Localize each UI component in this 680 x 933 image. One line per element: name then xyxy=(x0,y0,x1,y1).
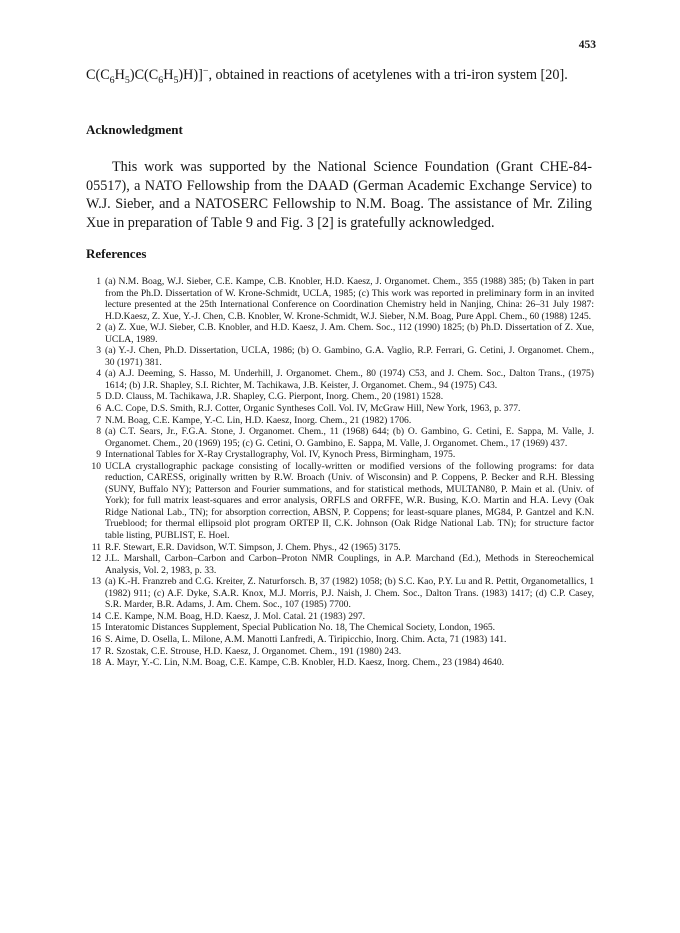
formula-part: H xyxy=(163,67,174,83)
reference-number: 5 xyxy=(96,391,101,403)
reference-number: 10 xyxy=(91,460,101,472)
reference-number: 17 xyxy=(91,645,101,657)
reference-number: 6 xyxy=(96,403,101,415)
reference-item xyxy=(86,553,594,576)
reference-item xyxy=(86,657,594,669)
page-number: 453 xyxy=(578,39,596,51)
reference-number: 12 xyxy=(91,553,101,565)
reference-text: S. Aime, D. Osella, L. Milone, A.M. Manotti Lanfredi, A. Tiripicchio, Inorg. Chim. Acta, 71 (1983) 141. xyxy=(105,633,507,645)
reference-item xyxy=(86,322,594,345)
reference-list xyxy=(86,276,594,669)
reference-text: A. Mayr, Y.-C. Lin, N.M. Boag, C.E. Kampe, C.B. Knobler, H.D. Kaesz, Inorg. Chem., 23 (1984) 4640. xyxy=(105,657,505,669)
reference-number: 4 xyxy=(96,368,101,380)
reference-item xyxy=(86,542,594,554)
reference-number: 9 xyxy=(96,449,101,461)
reference-number: 16 xyxy=(91,633,101,645)
reference-text: Interatomic Distances Supplement, Special Publication No. 18, The Chemical Society, London, 1965. xyxy=(105,622,496,634)
reference-text: (a) A.J. Deeming, S. Hasso, M. Underhill, J. Organomet. Chem., 80 (1974) C53, and J. Chem. Soc., Dalton Trans., (1975) 1614; (b) J.R. Shapley, S.I. Richter, M. Tachikawa, J.B. Keister, J. Organomet. Chem., 94 (1975) C43. xyxy=(105,368,594,391)
reference-item xyxy=(86,611,594,623)
reference-text: International Tables for X-Ray Crystallography, Vol. IV, Kynoch Press, Birmingham, 1975. xyxy=(105,449,456,461)
reference-text: N.M. Boag, C.E. Kampe, Y.-C. Lin, H.D. Kaesz, Inorg. Chem., 21 (1982) 1706. xyxy=(105,414,412,426)
formula-subscript: 5 xyxy=(124,74,130,86)
formula-subscript: 5 xyxy=(173,74,179,86)
reference-number: 2 xyxy=(96,322,101,334)
reference-number: 1 xyxy=(96,276,101,287)
reference-item xyxy=(86,634,594,646)
reference-item xyxy=(86,576,594,611)
formula-part: )C(C xyxy=(129,67,159,83)
reference-number: 3 xyxy=(96,345,101,357)
formula-part: )H)] xyxy=(178,67,203,83)
reference-number: 18 xyxy=(91,657,101,669)
formula-part: C(C xyxy=(86,67,110,83)
acknowledgment-text: This work was supported by the National Science Foundation (Grant CHE-84-05517), a NATO Fellowship from the DAAD (German Academic Exchange Service) to W.J. Sieber, and a NATOSERC Fellowship to N.M. Boag. The assistance of Mr. Ziling Xue in preparation of Table 9 and Fig. 3 [2] is gratefully acknowledged. xyxy=(86,159,592,231)
reference-item xyxy=(86,449,594,461)
formula-subscript: 6 xyxy=(158,74,164,86)
reference-number: 14 xyxy=(91,610,101,622)
reference-text: (a) Z. Xue, W.J. Sieber, C.B. Knobler, and H.D. Kaesz, J. Am. Chem. Soc., 112 (1990) 1825; (b) Ph.D. Dissertation of Z. Xue, UCLA, 1989. xyxy=(105,322,594,345)
reference-number: 7 xyxy=(96,414,101,426)
reference-number: 15 xyxy=(91,622,101,634)
reference-text: R. Szostak, C.E. Strouse, H.D. Kaesz, J. Organomet. Chem., 191 (1980) 243. xyxy=(105,645,402,657)
reference-item xyxy=(86,276,594,322)
reference-text: (a) C.T. Sears, Jr., F.G.A. Stone, J. Organomet. Chem., 11 (1968) 644; (b) O. Gambino, G. Cetini, E. Sappa, M. Valle, J. Organomet. Chem., 20 (1969) 195; (c) G. Cetini, O. Gambino, E. Sappa, M. Valle, J. Organomet. Chem., 17 (1969) 437. xyxy=(105,426,594,449)
reference-text: A.C. Cope, D.S. Smith, R.J. Cotter, Organic Syntheses Coll. Vol. IV, McGraw Hill, New York, 1963, p. 377. xyxy=(105,403,521,415)
reference-item xyxy=(86,426,594,449)
reference-text: (a) Y.-J. Chen, Ph.D. Dissertation, UCLA, 1986; (b) O. Gambino, G.A. Vaglio, R.P. Ferrari, G. Cetini, J. Organomet. Chem., 30 (1971) 381. xyxy=(105,345,594,368)
reference-item xyxy=(86,622,594,634)
reference-item xyxy=(86,646,594,658)
reference-text: C.E. Kampe, N.M. Boag, H.D. Kaesz, J. Mol. Catal. 21 (1983) 297. xyxy=(105,610,366,622)
reference-number: 11 xyxy=(91,541,101,553)
reference-text: (a) K.-H. Franzreb and C.G. Kreiter, Z. Naturforsch. B, 37 (1982) 1058; (b) S.C. Kao, P.Y. Lu and R. Pettit, Organometallics, 1 (1982) 911; (c) A.F. Dyke, S.A.R. Knox, M.J. Morris, P.J. Naish, J. Chem. Soc., Dalton Trans. (1983) 1417; (d) C.P. Casey, S.R. Marder, B.R. Adams, J. Am. Chem. Soc., 107 (1985) 7700. xyxy=(105,576,594,611)
reference-item xyxy=(86,345,594,368)
formula-subscript: 6 xyxy=(109,74,115,86)
reference-item xyxy=(86,461,594,542)
reference-text: UCLA crystallographic package consisting of locally-written or modified versions of the following programs: for data reduction, CARESS, originally written by R.W. Broach (Univ. of Wisconsin) and P. Coppens, P. Becker and R.H. Blessing (SUNY, Buffalo NY); Patterson and Fourier summations, and for statistical methods, MULTAN80, P. Main et al. (Univ. of York); for full matrix least-squares and error analysis, ORFLS and ORFFE, W.R. Busing, K.O. Martin and H.A. Levy (Oak Ridge National Lab., TN); for absorption correction, ABSN, P. Coppens; for least-square planes, MG84, P. Gantzel and K.N. Trueblood; for thermal ellipsoid plot program ORTEP II, C.K. Johnson (Oak Ridge National Lab. TN); for structure factor table listing, PUBLIST, E. Hoel. xyxy=(105,460,594,542)
reference-text: (a) N.M. Boag, W.J. Sieber, C.E. Kampe, C.B. Knobler, H.D. Kaesz, J. Organomet. Chem., 355 (1988) 385; (b) Taken in part from the Ph.D. Dissertation of W. Krone-Schmidt, UCLA, 1985; (c) This work was reported in preliminary form in an invited lecture presented at the 25th International Conference on Coordination Chemistry held in Nanjing, China: 26–31 July 1987: H.D.Kaesz, Z. Xue, Y.-J. Chen, C.B. Knobler, W. Krone-Schmidt, W.J. Sieber, N.M. Boag, Pure Appl. Chem., 60 (1988) 1245. xyxy=(105,276,594,322)
reference-text: J.L. Marshall, Carbon–Carbon and Carbon–Proton NMR Couplings, in A.P. Marchand (Ed.), Methods in Stereochemical Analysis, Vol. 2, 1983, p. 33. xyxy=(105,553,594,576)
acknowledgment-heading: Acknowledgment xyxy=(86,122,183,137)
reference-number: 13 xyxy=(91,576,101,588)
reference-text: D.D. Clauss, M. Tachikawa, J.R. Shapley, C.G. Pierpont, Inorg. Chem., 20 (1981) 1528. xyxy=(105,391,444,403)
reference-number: 8 xyxy=(96,426,101,438)
reference-item xyxy=(86,391,594,403)
reference-item xyxy=(86,403,594,415)
continuation-text: , obtained in reactions of acetylenes with a tri-iron system [20]. xyxy=(208,67,568,83)
formula-charge: − xyxy=(202,65,209,77)
continuation-paragraph xyxy=(86,66,592,85)
references-heading: References xyxy=(86,246,147,261)
reference-item xyxy=(86,368,594,391)
reference-item xyxy=(86,415,594,427)
formula-part: H xyxy=(114,67,125,83)
reference-text: R.F. Stewart, E.R. Davidson, W.T. Simpson, J. Chem. Phys., 42 (1965) 3175. xyxy=(105,541,401,553)
